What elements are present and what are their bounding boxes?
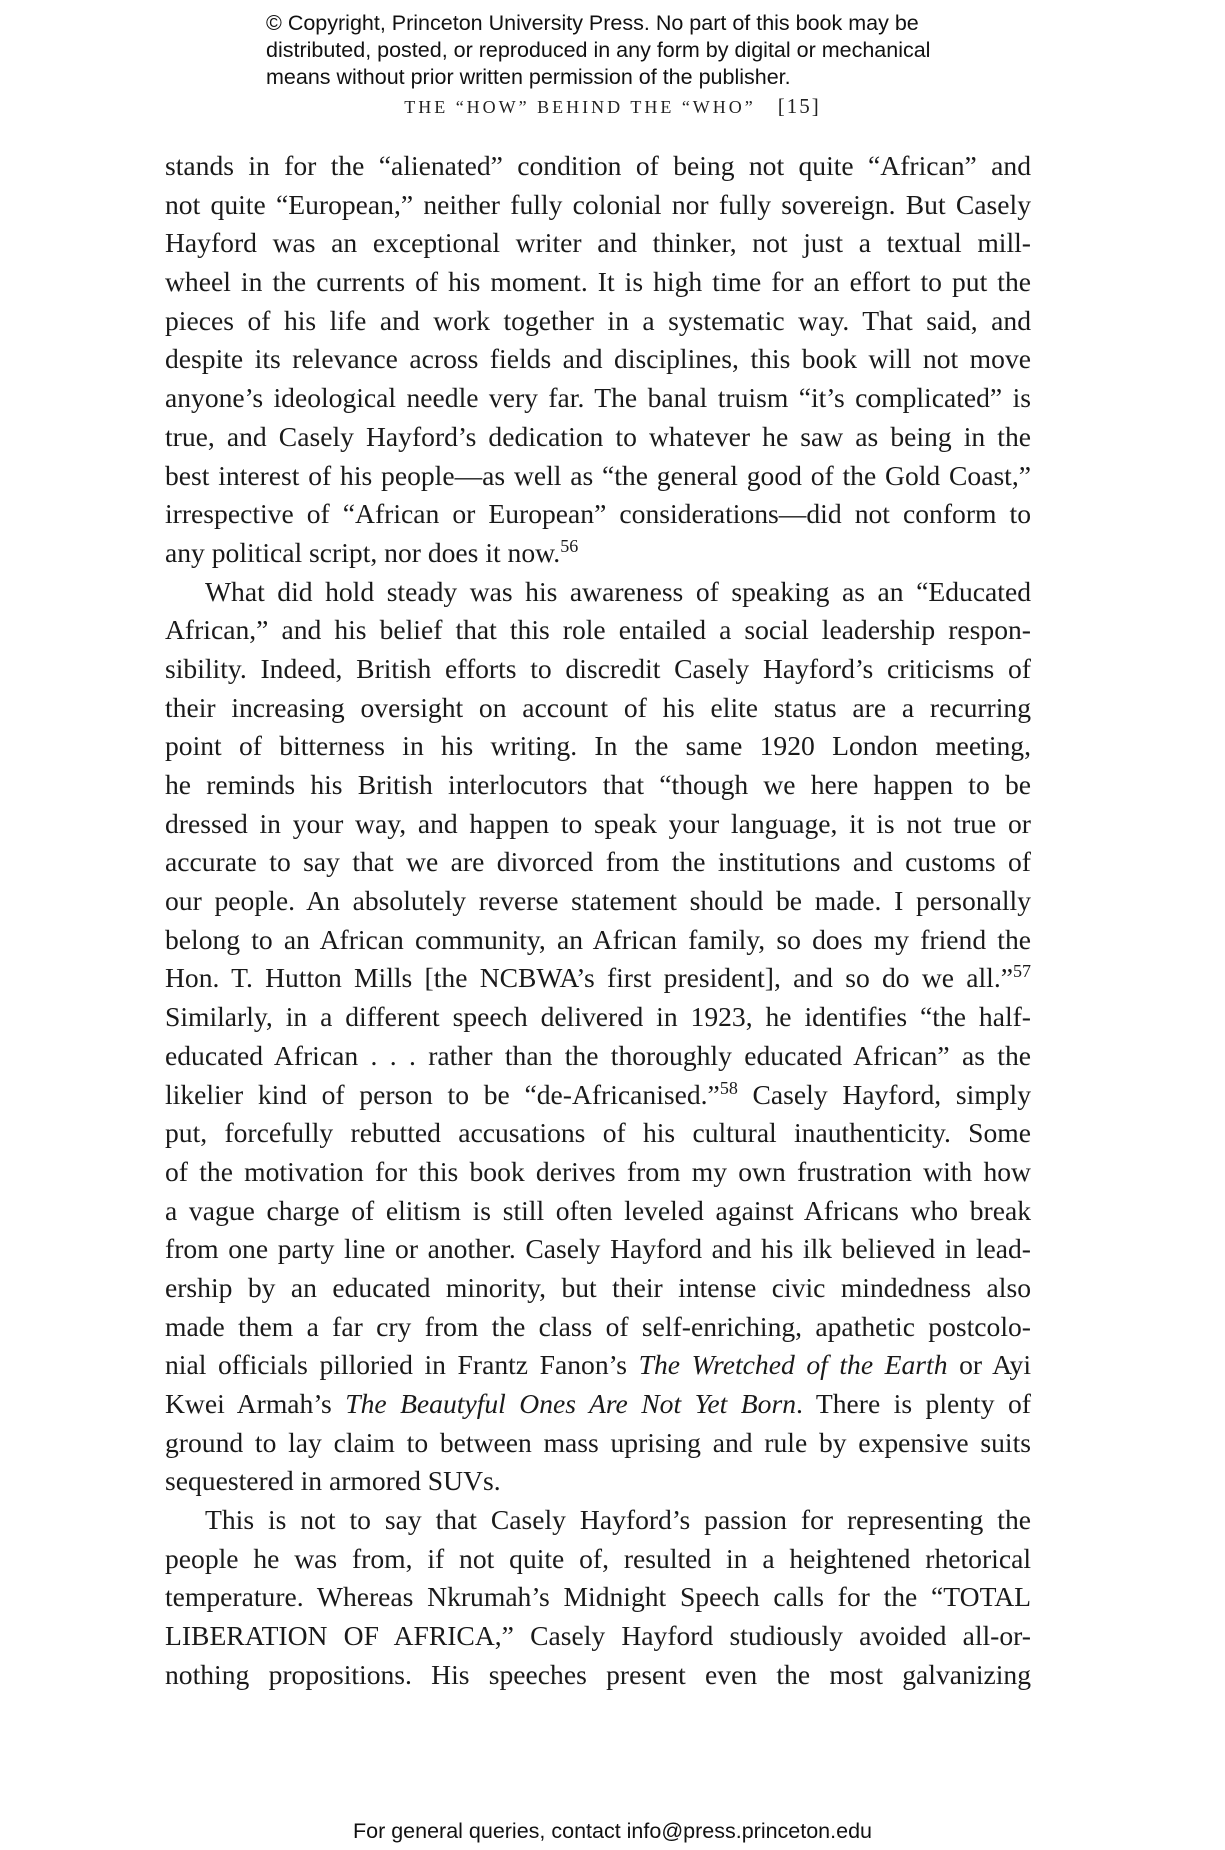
text-line: point of bitterness in his writing. In the same 1920 London meeting, [165, 730, 1031, 762]
text-line: he reminds his British interlocutors that “though we here happen to be [165, 769, 1031, 800]
text-line: our people. An absolutely reverse statement should be made. I personally [165, 885, 1031, 917]
text-line: sequestered in armored SUVs. [165, 1465, 501, 1497]
footnote-marker: 57 [1013, 961, 1031, 982]
text-line: true, and Casely Hayford’s dedication to whatever he saw as being in the [165, 420, 1031, 452]
text-line: ground to lay claim to between mass uprising and rule by expensive suits [165, 1426, 1031, 1458]
line-text: or Ayi [947, 1349, 1031, 1381]
line-text: Hon. T. Hutton Mills [the NCBWA’s first president], and so do we all.” [165, 962, 1013, 994]
text-line: of the motivation for this book derives from my own frustration with how [165, 1155, 1031, 1187]
text-line: despite its relevance across fields and disciplines, this book will not move [165, 343, 1031, 375]
text-line: ership by an educated minority, but their intense civic mindedness also [165, 1271, 1031, 1303]
text-line: accurate to say that we are divorced from the institutions and customs of [165, 846, 1031, 878]
text-line: from one party line or another. Casely Hayford and his ilk believed in lead- [165, 1233, 1031, 1265]
line-text: . There is plenty of [796, 1388, 1031, 1419]
page-number: [15] [777, 94, 821, 118]
text-line: sibility. Indeed, British efforts to discredit Casely Hayford’s criticisms of [165, 652, 1031, 684]
text-line: wheel in the currents of his moment. It is high time for an effort to put the [165, 266, 1031, 298]
running-head [0, 93, 1225, 120]
running-head-title: THE “HOW” BEHIND THE “WHO” [404, 97, 756, 117]
text-line: pieces of his life and work together in a systematic way. That said, and [165, 304, 1031, 336]
text-line [165, 959, 1031, 998]
footer-contact: For general queries, contact info@press.princeton.edu [352, 1819, 872, 1843]
text-line: educated African . . . rather than the thoroughly educated African” as the [165, 1039, 1031, 1071]
text-line [165, 534, 1031, 573]
text-line: put, forcefully rebutted accusations of his cultural inauthenticity. Some [165, 1117, 1031, 1149]
footnote-marker: 56 [560, 535, 579, 556]
text-line: a vague charge of elitism is still often leveled against Africans who break [165, 1194, 1031, 1226]
text-line: people he was from, if not quite of, resulted in a heightened rhetorical [165, 1542, 1031, 1574]
book-title: The Beautyful Ones Are Not Yet Born [345, 1388, 796, 1419]
text-line: not quite “European,” neither fully colonial nor fully sovereign. But Casely [165, 188, 1031, 220]
text-line: best interest of his people—as well as “the general good of the Gold Coast,” [165, 459, 1031, 491]
text-line: Similarly, in a different speech delivered in 1923, he identifies “the half- [165, 1001, 1031, 1033]
copyright-notice [266, 10, 1026, 91]
text-line [165, 1385, 1031, 1424]
text-line [165, 1346, 1031, 1385]
footnote-marker: 58 [719, 1077, 738, 1098]
text-line: stands in for the “alienated” condition of being not quite “African” and [165, 150, 1031, 181]
text-line: made them a far cry from the class of self-enriching, apathetic postcolo- [165, 1310, 1031, 1342]
line-text: Kwei Armah’s [165, 1388, 346, 1419]
text-line: anyone’s ideological needle very far. The banal truism “it’s complicated” is [165, 382, 1031, 414]
line-text: Casely Hayford, simply [737, 1078, 1031, 1110]
text-line: belong to an African community, an African family, so does my friend the [165, 923, 1031, 955]
text-line: LIBERATION OF AFRICA,” Casely Hayford studiously avoided all-or- [165, 1620, 1031, 1652]
text-line: their increasing oversight on account of his elite status are a recurring [165, 691, 1031, 723]
line-text: nial officials pilloried in Frantz Fanon’s [165, 1349, 639, 1381]
text-line: temperature. Whereas Nkrumah’s Midnight Speech calls for the “TOTAL [165, 1581, 1031, 1613]
text-line: irrespective of “African or European” considerations—did not conform to [165, 498, 1031, 530]
line-text: likelier kind of person to be “de-Africanised.” [165, 1078, 720, 1110]
text-line: Hayford was an exceptional writer and thinker, not just a textual mill- [165, 227, 1031, 259]
text-line: This is not to say that Casely Hayford’s passion for representing the [205, 1504, 1031, 1536]
copyright-line: distributed, posted, or reproduced in any form by digital or mechanical [266, 38, 931, 62]
copyright-line: means without prior written permission of the publisher. [266, 65, 791, 89]
line-text: any political script, nor does it now. [165, 536, 561, 568]
text-line: dressed in your way, and happen to speak your language, it is not true or [165, 807, 1031, 839]
body-text [165, 147, 1031, 1695]
text-line: nothing propositions. His speeches present even the most galvanizing [165, 1658, 1031, 1690]
text-line: African,” and his belief that this role entailed a social leadership respon- [165, 614, 1031, 646]
book-title: The Wretched of the Earth [638, 1349, 948, 1381]
text-line: What did hold steady was his awareness of speaking as an “Educated [205, 575, 1031, 607]
copyright-line: © Copyright, Princeton University Press. No part of this book may be [266, 11, 919, 35]
text-line [165, 1076, 1031, 1115]
